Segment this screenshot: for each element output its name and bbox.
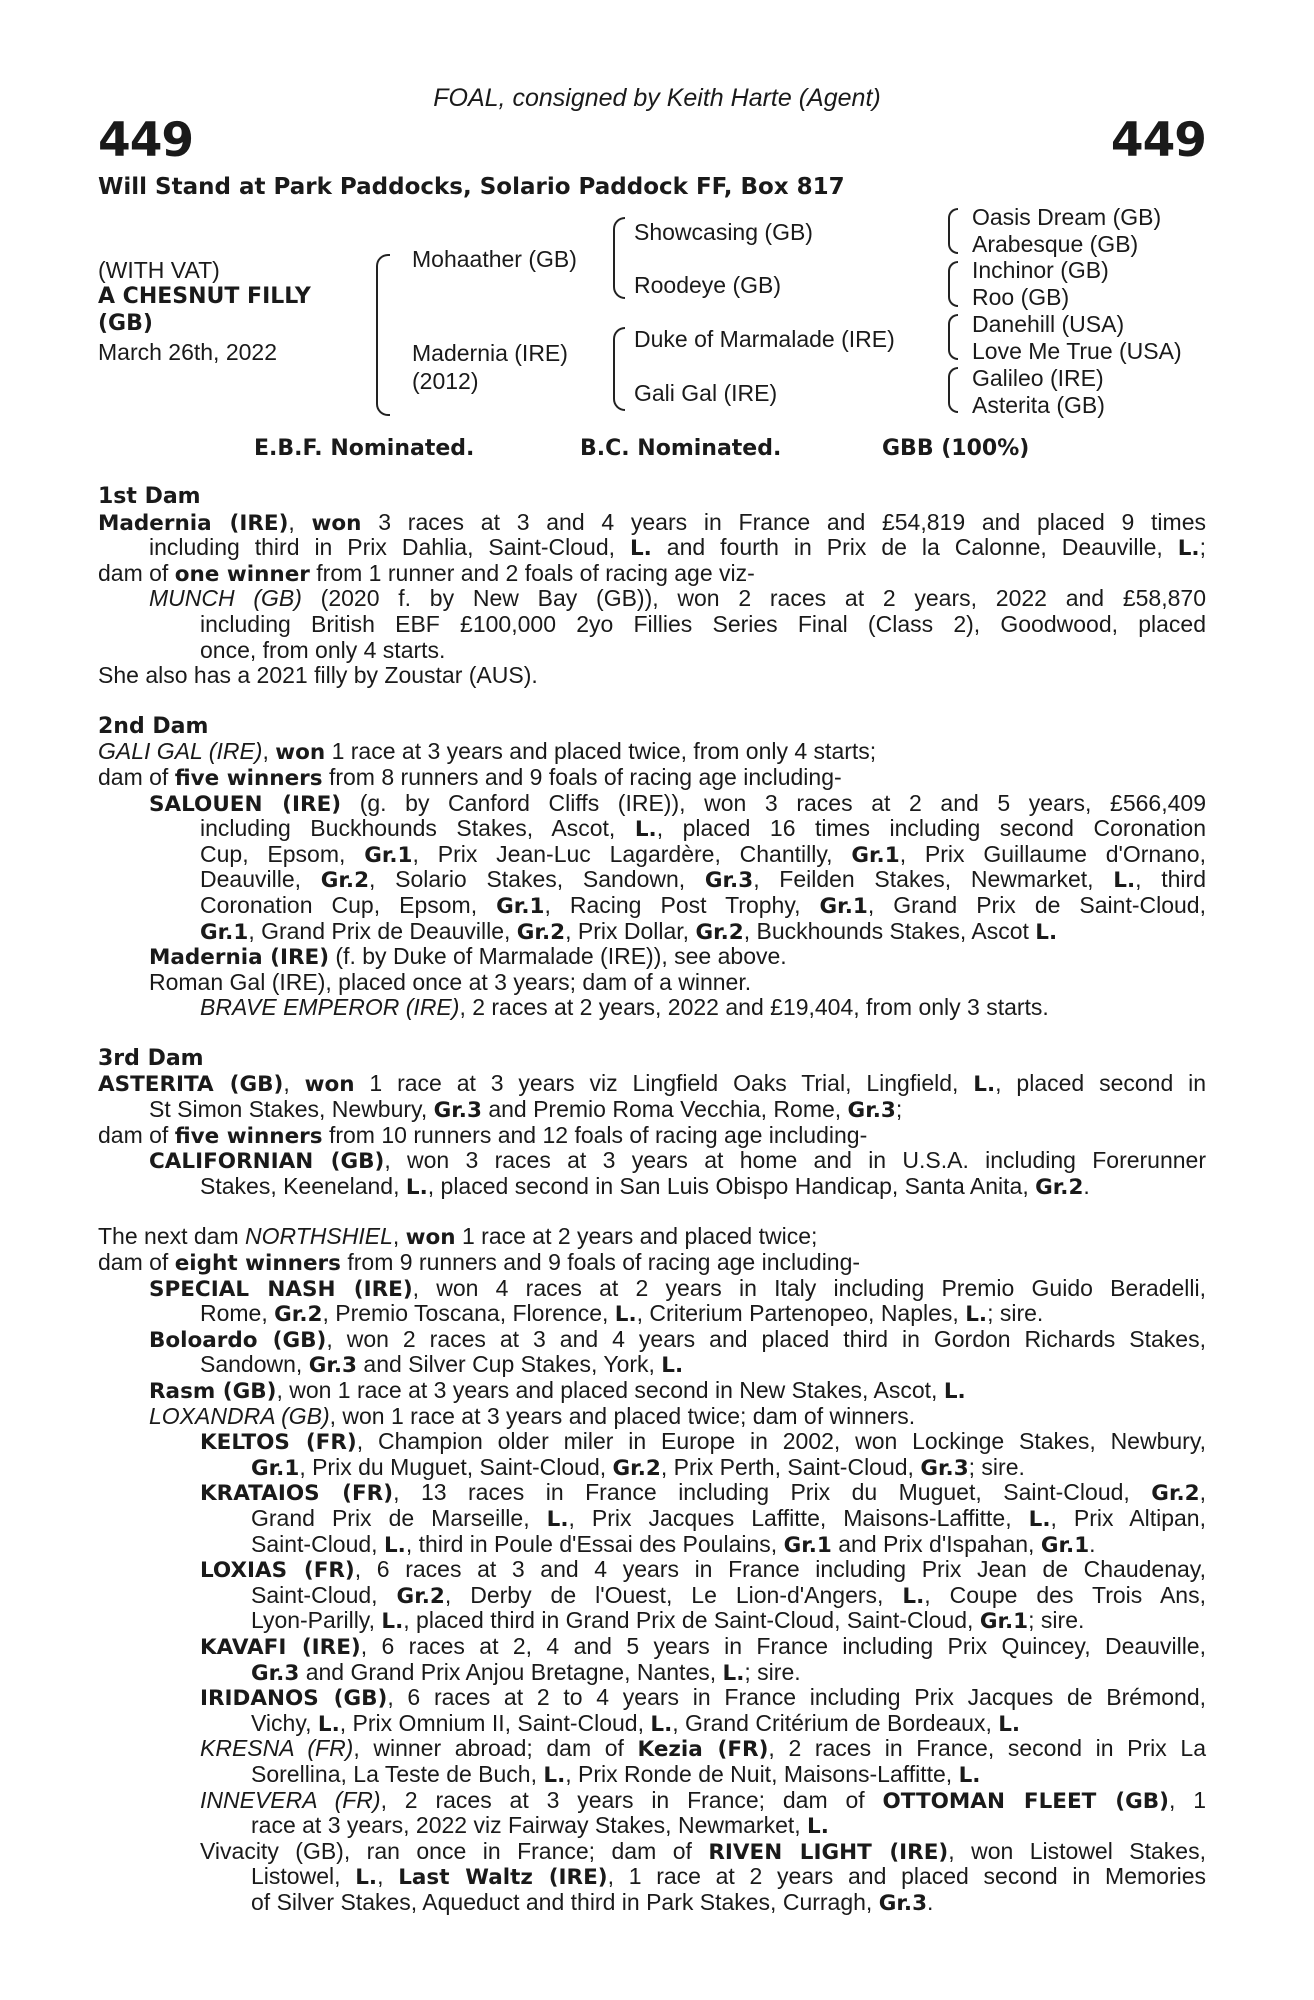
ancestor-3: Inchinor (GB) [972,257,1109,283]
bold-text: Gr.3 [433,1098,482,1124]
text-run: and Premio Roma Vecchia, Rome, [481,1096,848,1123]
vat-note: (WITH VAT) [98,257,220,283]
text-run: and Grand Prix Anjou Bretagne, Nantes, [299,1658,723,1685]
text-run: , won 4 races at 2 years in Italy including Premio Guido Beradelli, [412,1274,1206,1301]
text-run: Rome, [200,1300,275,1327]
text-run: , Prix Dollar, [565,917,696,944]
pedigree-brace-dam [613,327,625,411]
bold-text: L. [722,1660,745,1686]
text-run: , [262,738,276,765]
next-dam-line [98,1301,1206,1327]
bold-text: Gr.2 [274,1302,323,1328]
text-run: , 6 races at 2 to 4 years in France including Prix Jacques de Brémond, [387,1684,1207,1711]
text-run: Saint-Cloud, [251,1530,384,1557]
text-run: Vivacity (GB), ran once in France; dam of [200,1837,709,1864]
sire-dam-name: Roodeye (GB) [634,272,782,298]
text-run: , winner abroad; dam of [353,1735,638,1762]
next-dam-line [98,1455,1206,1481]
next-dam-line [98,1429,1206,1455]
bold-text: L. [1177,536,1200,562]
bold-text: L. [943,1379,966,1404]
text-run: Vichy, [251,1709,318,1736]
text-run: from 10 runners and 12 foals of racing age including- [322,1121,868,1148]
text-run: , won 1 race at 3 years and placed twice; dam of winners. [329,1402,916,1429]
next-dam-line [98,1608,1206,1634]
second-dam-line [98,842,1206,868]
pedigree-brace-g4 [948,367,958,413]
bold-text: won [275,740,326,766]
text-run: , placed third in Grand Prix de Saint-Cloud, Saint-Cloud, [403,1607,980,1634]
text-run: Sorellina, La Teste de Buch, [251,1760,544,1787]
text-run: , won 2 races at 3 and 4 years and placed third in Gordon Richards Stakes, [326,1325,1206,1352]
third-dam-heading: 3rd Dam [98,1045,204,1071]
foaling-date: March 26th, 2022 [98,339,278,365]
bold-text: ASTERITA (GB) [98,1072,284,1098]
text-run: , placed 16 times including second Coronation [656,815,1206,842]
text-run: ; sire. [968,1453,1025,1480]
bold-text: IRIDANOS (GB) [200,1686,388,1712]
text-run: (f. by Duke of Marmalade (IRE)), see above. [329,943,787,970]
third-dam-line [98,1148,1206,1174]
ancestor-4: Roo (GB) [972,284,1070,310]
pedigree-brace-sire [613,217,625,299]
text-run: , 13 races in France including Prix du Muguet, Saint-Cloud, [393,1479,1152,1506]
bold-text: L. [317,1711,340,1737]
next-dam-line [98,1404,1206,1430]
text-run: , Prix du Muguet, Saint-Cloud, [299,1453,613,1480]
second-dam-line [98,791,1206,817]
text-run: Stakes, Keeneland, [200,1172,406,1199]
text-run: , placed second in San Luis Obispo Handicap, Santa Anita, [427,1172,1036,1199]
text-run: from 1 runner and 2 foals of racing age viz- [309,559,755,586]
bold-text: five winners [174,765,323,791]
stabling-line: Will Stand at Park Paddocks, Solario Paddock FF, Box 817 [98,174,845,200]
bold-text: Gr.3 [704,868,754,894]
first-dam-line [98,663,1206,689]
lot-number-left: 449 [98,113,194,168]
text-run: , 1 [1168,1786,1206,1813]
next-dam-line [98,1839,1206,1865]
bold-text: Gr.2 [612,1455,661,1481]
text-run: , [288,508,312,535]
text-run: , 2 races in France, second in Prix La [768,1735,1206,1762]
text-run: , Prix Jacques Laffitte, Maisons-Laffitte, [568,1504,1029,1531]
text-run: She also has a 2021 filly by Zoustar (AUS). [98,662,538,689]
text-run: and fourth in Prix de la Calonne, Deauville, [651,534,1178,561]
next-dam-line [98,1224,1206,1250]
italic-text: INNEVERA (FR) [200,1786,381,1813]
text-run: , 2 races at 2 years, 2022 and £19,404, from only 3 starts. [459,994,1049,1021]
bold-text: OTTOMAN FLEET (GB) [882,1788,1169,1814]
text-run: Listowel, [251,1863,356,1890]
text-run: Saint-Cloud, [251,1581,397,1608]
bold-text: Gr.1 [200,919,249,945]
text-run: , third [1135,866,1206,893]
dam-year: (2012) [412,368,479,394]
text-run: , third in Poule d'Essai des Poulains, [405,1530,784,1557]
bold-text: Gr.3 [920,1455,969,1481]
text-run: dam of [98,763,175,790]
second-dam-line [98,765,1206,791]
text-run: St Simon Stakes, Newbury, [149,1096,434,1123]
text-run: The next dam [98,1223,246,1250]
pedigree-brace-g2 [948,261,958,307]
text-run: Roman Gal (IRE), placed once at 3 years; dam of a winner. [149,968,752,995]
ancestor-1: Oasis Dream (GB) [972,204,1162,230]
sire-sire-name: Showcasing (GB) [634,219,813,245]
bold-text: Gr.3 [251,1660,300,1686]
bold-text: L. [543,1762,566,1788]
bold-text: L. [661,1353,684,1379]
dam-dam-name: Gali Gal (IRE) [634,380,778,406]
italic-text: BRAVE EMPEROR (IRE) [200,994,460,1021]
bold-text: L. [383,1532,406,1558]
text-run: . [927,1888,934,1915]
text-run: and Prix d'Ispahan, [831,1530,1041,1557]
bold-text: Gr.2 [516,919,566,945]
text-run: once, from only 4 starts. [200,636,446,663]
first-dam-line [98,510,1206,536]
lot-number-right: 449 [1110,113,1206,168]
bold-text: L. [1113,868,1136,894]
first-dam-heading: 1st Dam [98,484,201,509]
text-run: , Grand Prix de Saint-Cloud, [867,891,1206,918]
next-dam-line [98,1352,1206,1378]
catalogue-body [98,484,1206,1915]
text-run: of Silver Stakes, Aqueduct and third in Park Stakes, Curragh, [251,1888,879,1915]
next-dam-line [98,1890,1206,1916]
bold-text: L. [965,1302,988,1328]
next-dam-line [98,1327,1206,1353]
bold-text: L. [1035,919,1058,945]
bold-text: L. [973,1072,996,1098]
bold-text: eight winners [174,1251,341,1277]
bold-text: one winner [174,561,310,587]
third-dam-line [98,1123,1206,1149]
dam-sire-name: Duke of Marmalade (IRE) [634,326,895,352]
text-run: (g. by Canford Cliffs (IRE)), won 3 races at 2 and 5 years, £566,409 [341,789,1206,816]
next-dam-line [98,1250,1206,1276]
text-run: , Criterium Partenopeo, Naples, [636,1300,966,1327]
text-run: Deauville, [200,866,321,893]
italic-text: GALI GAL (IRE) [98,738,263,765]
text-run: , Grand Critérium de Bordeaux, [672,1709,999,1736]
next-dam-line [98,1276,1206,1302]
second-dam-line [98,739,1206,765]
text-run: , [283,1070,305,1097]
bold-text: Boloardo (GB) [149,1327,327,1353]
text-run: 3 races at 3 and 4 years in France and £54,819 and placed 9 times [361,508,1206,535]
bold-text: five winners [174,1123,323,1149]
text-run: , Derby de l'Ouest, Le Lion-d'Angers, [444,1581,903,1608]
next-dam-line [98,1660,1206,1686]
bold-text: L. [807,1814,829,1840]
bold-text: Madernia (IRE) [149,945,330,971]
text-run: , won 1 race at 3 years and placed second in New Stakes, Ascot, [276,1377,944,1403]
text-run: , [392,1223,406,1250]
bold-text: won [311,510,362,536]
bc-nomination: B.C. Nominated. [580,436,782,461]
bold-text: Gr.1 [364,842,413,868]
bold-text: L. [629,536,652,562]
bold-text: Gr.2 [1035,1174,1084,1200]
bold-text: KAVAFI (IRE) [200,1634,361,1660]
first-dam-line [98,612,1206,638]
sire-name: Mohaather (GB) [412,246,577,272]
bold-text: Gr.3 [847,1098,896,1124]
ancestor-7: Galileo (IRE) [972,365,1104,391]
bold-text: L. [1028,1506,1051,1532]
text-run: including British EBF £100,000 2yo Fillies Series Final (Class 2), Goodwood, placed [200,610,1206,637]
bold-text: Gr.2 [396,1583,445,1609]
next-dam-line [98,1532,1206,1558]
text-run: , Feilden Stakes, Newmarket, [753,866,1114,893]
bold-text: Gr.1 [496,893,545,919]
ancestor-2: Arabesque (GB) [972,231,1139,257]
text-run: , Prix Omnium II, Saint-Cloud, [339,1709,651,1736]
bold-text: L. [405,1174,428,1200]
bold-text: CALIFORNIAN (GB) [149,1149,385,1175]
bold-text: L. [902,1583,925,1609]
text-run: , Champion older miler in Europe in 2002, won Lockinge Stakes, Newbury, [356,1428,1207,1455]
bold-text: Gr.2 [320,868,370,894]
text-run: 1 race at 3 years viz Lingfield Oaks Trial, Lingfield, [354,1070,974,1097]
italic-text: LOXANDRA (GB) [149,1402,330,1429]
bold-text: Rasm (GB) [149,1379,277,1404]
text-run: , Prix Altipan, [1050,1504,1206,1531]
next-dam-line [98,1480,1206,1506]
text-run: Grand Prix de Marseille, [251,1504,547,1531]
dam-name: Madernia (IRE) [412,340,568,366]
next-dam-line [98,1557,1206,1583]
bold-text: won [304,1072,355,1098]
text-run: 1 race at 3 years and placed twice, from only 4 starts; [325,738,877,765]
second-dam-line [98,919,1206,945]
ancestor-6: Love Me True (USA) [972,338,1182,364]
third-dam-line [98,1097,1206,1123]
text-run: dam of [98,559,175,586]
pedigree-brace-main [376,254,390,416]
text-run: ; sire. [744,1658,801,1685]
text-run: dam of [98,1121,175,1148]
next-dam-line [98,1736,1206,1762]
bold-text: Gr.1 [979,1609,1029,1635]
text-run: , [1199,1479,1206,1506]
lot-title: A CHESNUT FILLY [98,284,311,309]
second-dam-line [98,867,1206,893]
bold-text: Gr.3 [878,1890,928,1916]
text-run: , Racing Post Trophy, [544,891,820,918]
bold-text: KELTOS (FR) [200,1430,357,1456]
bold-text: Kezia (FR) [637,1737,769,1763]
second-dam-line [98,995,1206,1021]
bold-text: LOXIAS (FR) [200,1558,355,1584]
text-run: Coronation Cup, Epsom, [200,891,497,918]
text-run: (2020 f. by New Bay (GB)), won 2 races at 2 years, 2022 and £58,870 [301,585,1206,612]
text-run: including Buckhounds Stakes, Ascot, [200,815,635,842]
bold-text: KRATAIOS (FR) [200,1481,394,1507]
next-dam-line [98,1788,1206,1814]
text-run: , Prix Perth, Saint-Cloud, [660,1453,921,1480]
next-dam-line [98,1864,1206,1890]
next-dam-line [98,1506,1206,1532]
next-dam-line [98,1813,1206,1839]
italic-text: KRESNA (FR) [200,1735,354,1762]
text-run: , Coupe des Trois Ans, [924,1581,1206,1608]
bold-text: Last Waltz (IRE) [398,1865,608,1891]
bold-text: SPECIAL NASH (IRE) [149,1276,413,1302]
text-run: , won 3 races at 3 years at home and in U.S.A. including Forerunner [384,1147,1207,1174]
consignor-line: FOAL, consigned by Keith Harte (Agent) [433,84,881,112]
text-run: Lyon-Parilly, [251,1607,382,1634]
text-run: . [1089,1530,1096,1557]
next-dam-line [98,1634,1206,1660]
text-run: 1 race at 2 years and placed twice; [455,1223,818,1250]
text-run: , 6 races at 2, 4 and 5 years in France including Prix Quincey, Deauville, [360,1632,1206,1659]
second-dam-line [98,816,1206,842]
bold-text: Gr.1 [783,1532,832,1558]
bold-text: Gr.3 [308,1353,358,1379]
text-run: Sandown, [200,1351,309,1378]
bold-text: SALOUEN (IRE) [149,791,342,817]
pedigree-brace-g1 [948,208,958,254]
text-run: , [377,1863,399,1890]
first-dam-line [98,638,1206,664]
bold-text: L. [355,1865,378,1891]
second-dam-line [98,944,1206,970]
text-run: , won Listowel Stakes, [948,1837,1206,1864]
third-dam-line [98,1071,1206,1097]
bold-text: L. [650,1711,673,1737]
bold-text: L. [381,1609,404,1635]
text-run: , 1 race at 2 years and placed second in Memories [607,1863,1207,1890]
text-run: including third in Prix Dahlia, Saint-Cloud, [149,534,630,561]
next-dam-line [98,1685,1206,1711]
bold-text: Madernia (IRE) [98,510,289,536]
pedigree-brace-g3 [948,314,958,360]
text-run: . [1083,1172,1090,1199]
text-run: , Solario Stakes, Sandown, [369,866,705,893]
first-dam-line [98,586,1206,612]
gbb-status: GBB (100%) [882,436,1030,461]
text-run: ; [1199,534,1206,561]
next-dam-line [98,1583,1206,1609]
ebf-nomination: E.B.F. Nominated. [254,436,475,461]
next-dam-line [98,1762,1206,1788]
next-dam-line [98,1378,1206,1404]
text-run: , Buckhounds Stakes, Ascot [743,917,1036,944]
bold-text: Gr.1 [251,1455,300,1481]
text-run: ; [895,1096,903,1123]
text-run: , Premio Toscana, Florence, [322,1300,615,1327]
text-run: , Prix Jean-Luc Lagardère, Chantilly, [412,840,852,867]
bold-text: Gr.2 [695,919,744,945]
next-dam-line [98,1711,1206,1737]
bold-text: RIVEN LIGHT (IRE) [708,1839,949,1865]
bold-text: L. [614,1302,637,1328]
text-run: from 8 runners and 9 foals of racing age including- [322,763,842,790]
text-run: race at 3 years, 2022 viz Fairway Stakes, Newmarket, [251,1812,808,1839]
ancestor-8: Asterita (GB) [972,392,1105,418]
bold-text: L. [634,817,657,843]
second-dam-line [98,970,1206,996]
text-run: , 6 races at 3 and 4 years in France including Prix Jean de Chaudenay, [354,1556,1206,1583]
text-run: ; sire. [1028,1607,1085,1634]
first-dam-line [98,535,1206,561]
bold-text: Gr.1 [1040,1532,1090,1558]
text-run: , placed second in [995,1070,1207,1097]
italic-text: NORTHSHIEL [245,1223,393,1250]
text-run: Cup, Epsom, [200,840,365,867]
second-dam-line [98,893,1206,919]
text-run: , Prix Guillaume d'Ornano, [899,840,1206,867]
bold-text: L. [958,1762,981,1788]
bold-text: Gr.2 [1151,1481,1200,1507]
text-run: dam of [98,1249,175,1276]
text-run: and Silver Cup Stakes, York, [357,1351,662,1378]
italic-text: MUNCH (GB) [149,585,302,612]
text-run: , Prix Ronde de Nuit, Maisons-Laffitte, [565,1760,959,1787]
second-dam-heading: 2nd Dam [98,713,209,739]
ancestor-5: Danehill (USA) [972,311,1125,337]
lot-title-country: (GB) [98,311,153,336]
text-run: from 9 runners and 9 foals of racing age including- [340,1249,861,1276]
text-run: , Grand Prix de Deauville, [248,917,517,944]
first-dam-line [98,561,1206,587]
bold-text: L. [998,1711,1021,1737]
text-run: ; sire. [987,1300,1044,1327]
bold-text: Gr.1 [819,893,868,919]
bold-text: L. [546,1506,569,1532]
bold-text: Gr.1 [851,842,900,868]
third-dam-line [98,1174,1206,1200]
text-run: , 2 races at 3 years in France; dam of [380,1786,883,1813]
bold-text: won [405,1225,456,1251]
